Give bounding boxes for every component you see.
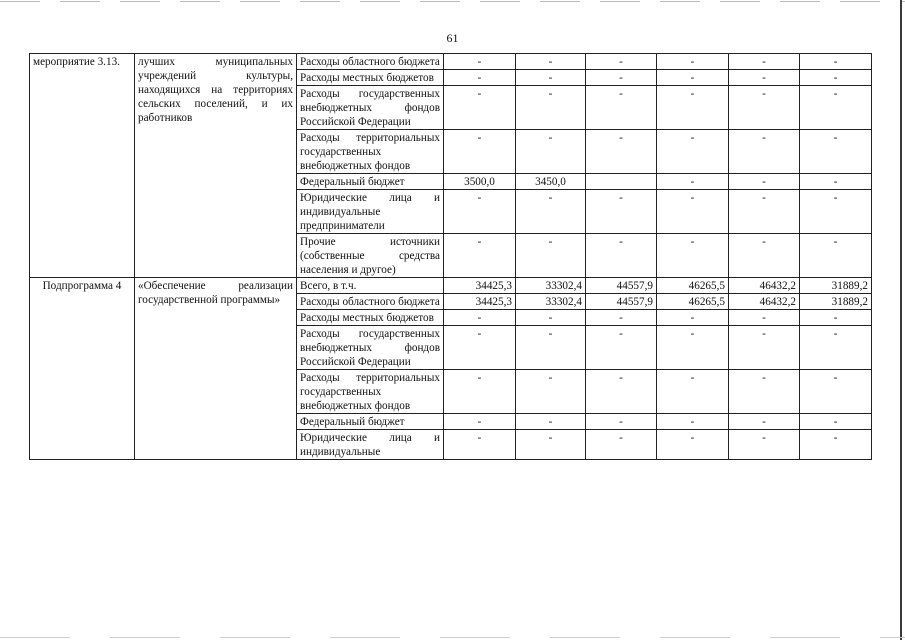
value-cell: - xyxy=(586,370,657,414)
scan-right-edge xyxy=(900,0,902,640)
measure-number-cell: мероприятие 3.13. xyxy=(30,54,135,278)
value-cell: - xyxy=(586,190,657,234)
value-cell: 46432,2 xyxy=(729,278,800,294)
funding-source-cell: Расходы местных бюджетов xyxy=(297,70,444,86)
value-cell: - xyxy=(516,130,586,174)
value-cell: - xyxy=(729,130,800,174)
scan-bottom-edge xyxy=(0,637,905,638)
value-cell: - xyxy=(444,310,516,326)
value-cell: - xyxy=(729,190,800,234)
funding-source-cell: Юридические лица и индивидуальные xyxy=(297,430,444,460)
value-cell: - xyxy=(444,70,516,86)
value-cell: - xyxy=(444,130,516,174)
value-cell: - xyxy=(729,54,800,70)
value-cell: - xyxy=(800,234,872,278)
value-cell: - xyxy=(800,370,872,414)
funding-source-cell: Федеральный бюджет xyxy=(297,414,444,430)
budget-table-body xyxy=(30,54,872,460)
value-cell: - xyxy=(657,86,729,130)
value-cell: - xyxy=(800,326,872,370)
value-cell: 34425,3 xyxy=(444,294,516,310)
value-cell: 46432,2 xyxy=(729,294,800,310)
value-cell: - xyxy=(516,54,586,70)
value-cell: - xyxy=(657,370,729,414)
value-cell: - xyxy=(516,86,586,130)
budget-table xyxy=(29,53,872,460)
value-cell: - xyxy=(586,86,657,130)
value-cell: 46265,5 xyxy=(657,278,729,294)
value-cell: - xyxy=(800,430,872,460)
funding-source-cell: Расходы государственных внебюджетных фондов Российской Федерации xyxy=(297,86,444,130)
value-cell: - xyxy=(516,430,586,460)
value-cell: - xyxy=(657,54,729,70)
value-cell: - xyxy=(586,310,657,326)
value-cell: - xyxy=(444,86,516,130)
funding-source-cell: Федеральный бюджет xyxy=(297,174,444,190)
value-cell: - xyxy=(657,174,729,190)
value-cell: 33302,4 xyxy=(516,278,586,294)
value-cell: - xyxy=(516,70,586,86)
value-cell: - xyxy=(657,310,729,326)
value-cell: - xyxy=(586,414,657,430)
value-cell: - xyxy=(516,414,586,430)
table-row xyxy=(30,278,872,294)
value-cell: 3450,0 xyxy=(516,174,586,190)
value-cell: - xyxy=(516,310,586,326)
value-cell: - xyxy=(800,190,872,234)
value-cell: - xyxy=(729,310,800,326)
value-cell: - xyxy=(729,414,800,430)
value-cell: - xyxy=(800,130,872,174)
value-cell: - xyxy=(800,70,872,86)
subprogram-number-cell: Подпрограмма 4 xyxy=(30,278,135,460)
value-cell: - xyxy=(657,190,729,234)
value-cell: - xyxy=(444,234,516,278)
value-cell: 31889,2 xyxy=(800,294,872,310)
funding-source-cell: Прочие источники (собственные средства населения и другое) xyxy=(297,234,444,278)
subprogram-title-cell: «Обеспечение реализации государственной программы» xyxy=(135,278,297,460)
value-cell: - xyxy=(516,190,586,234)
value-cell: - xyxy=(444,414,516,430)
value-cell: 3500,0 xyxy=(444,174,516,190)
value-cell: - xyxy=(657,430,729,460)
funding-source-cell: Расходы местных бюджетов xyxy=(297,310,444,326)
value-cell: 46265,5 xyxy=(657,294,729,310)
value-cell: - xyxy=(800,86,872,130)
value-cell: - xyxy=(516,326,586,370)
funding-source-cell: Расходы областного бюджета xyxy=(297,54,444,70)
value-cell: - xyxy=(586,430,657,460)
value-cell: - xyxy=(516,370,586,414)
value-cell: - xyxy=(729,70,800,86)
value-cell: - xyxy=(444,54,516,70)
value-cell: - xyxy=(444,190,516,234)
value-cell: 44557,9 xyxy=(586,278,657,294)
value-cell: - xyxy=(444,326,516,370)
value-cell xyxy=(586,174,657,190)
value-cell: - xyxy=(729,234,800,278)
value-cell: - xyxy=(586,70,657,86)
funding-source-cell: Расходы территориальных государственных внебюджетных фондов xyxy=(297,130,444,174)
value-cell: - xyxy=(586,326,657,370)
value-cell: - xyxy=(800,54,872,70)
value-cell: 44557,9 xyxy=(586,294,657,310)
value-cell: - xyxy=(729,326,800,370)
value-cell: - xyxy=(444,370,516,414)
value-cell: - xyxy=(800,310,872,326)
value-cell: - xyxy=(800,414,872,430)
funding-source-cell: Всего, в т.ч. xyxy=(297,278,444,294)
value-cell: - xyxy=(729,86,800,130)
funding-source-cell: Расходы областного бюджета xyxy=(297,294,444,310)
value-cell: - xyxy=(586,130,657,174)
value-cell: - xyxy=(800,174,872,190)
value-cell: 33302,4 xyxy=(516,294,586,310)
value-cell: - xyxy=(657,234,729,278)
value-cell: - xyxy=(657,70,729,86)
value-cell: - xyxy=(444,430,516,460)
value-cell: - xyxy=(586,54,657,70)
scan-top-edge xyxy=(0,1,905,2)
value-cell: - xyxy=(516,234,586,278)
value-cell: - xyxy=(657,414,729,430)
value-cell: 31889,2 xyxy=(800,278,872,294)
table-row xyxy=(30,54,872,70)
measure-title-cell: лучших муниципальных учреждений культуры, находящихся на территориях сельских поселений, и их работников xyxy=(135,54,297,278)
funding-source-cell: Расходы территориальных государственных внебюджетных фондов xyxy=(297,370,444,414)
page-number: 61 xyxy=(446,31,459,45)
value-cell: - xyxy=(586,234,657,278)
value-cell: - xyxy=(657,326,729,370)
funding-source-cell: Юридические лица и индивидуальные предприниматели xyxy=(297,190,444,234)
funding-source-cell: Расходы государственных внебюджетных фондов Российской Федерации xyxy=(297,326,444,370)
value-cell: - xyxy=(657,130,729,174)
value-cell: - xyxy=(729,174,800,190)
value-cell: 34425,3 xyxy=(444,278,516,294)
value-cell: - xyxy=(729,430,800,460)
value-cell: - xyxy=(729,370,800,414)
